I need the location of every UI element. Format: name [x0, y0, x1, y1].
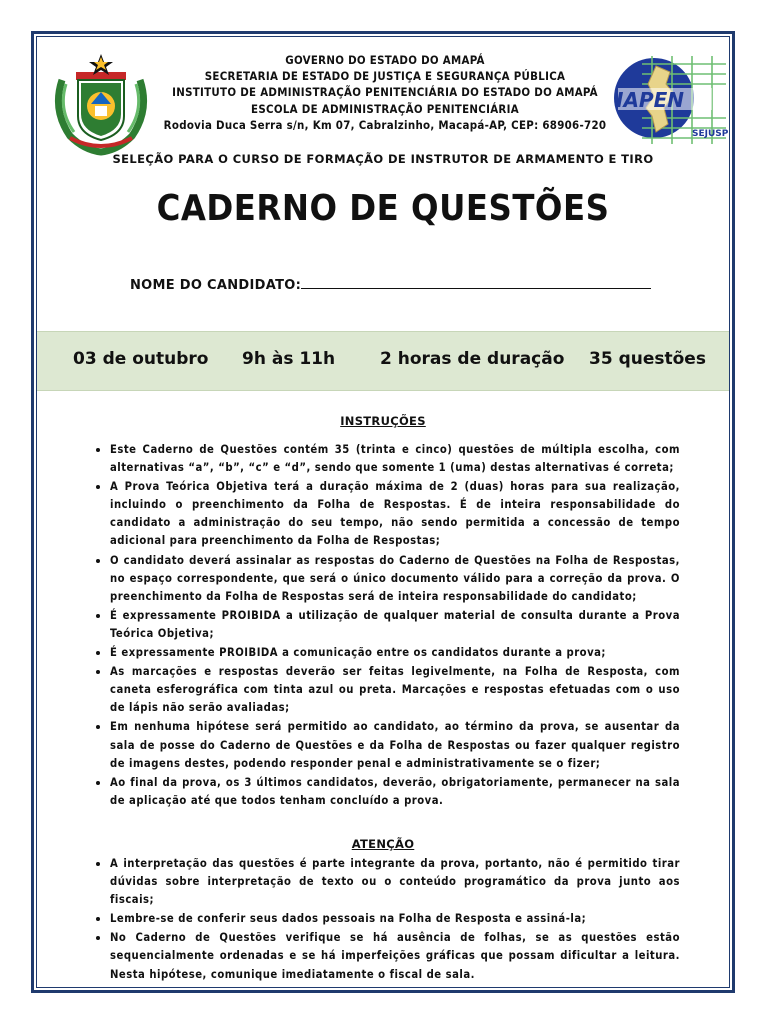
header-address: Rodovia Duca Serra s/n, Km 07, Cabralzinho, Macapá-AP, CEP: 68906-720 — [163, 117, 607, 132]
document-header — [40, 48, 726, 158]
instruction-item: • É expressamente PROIBIDA a utilização de qualquer material de consulta durante a Prova Teórica Objetiva; — [110, 606, 680, 643]
candidate-name-field — [130, 276, 651, 293]
iapen-logo-text: IAPEN — [616, 88, 684, 112]
attention-list — [88, 854, 680, 984]
instruction-item: • Ao final da prova, os 3 últimos candidatos, deverão, obrigatoriamente, permanecer na sala de aplicação até que todos tenham concluído a prova. — [110, 773, 680, 810]
instruction-item: • É expressamente PROIBIDA a comunicação entre os candidatos durante a prova; — [110, 643, 680, 662]
exam-date: 03 de outubro — [73, 349, 209, 369]
header-school: ESCOLA DE ADMINISTRAÇÃO PENITENCIÁRIA — [251, 101, 519, 116]
candidate-name-label: NOME DO CANDIDATO: — [130, 278, 302, 293]
header-government: GOVERNO DO ESTADO DO AMAPÁ — [285, 53, 485, 67]
attention-item: • No Caderno de Questões verifique se há ausência de folhas, se as questões estão sequencialmente ordenadas e se há imperfeições gráficas que possam dificultar a leitura. Nesta hipótese, comunique imediatamente o fiscal de sala. — [110, 928, 680, 983]
amapa-coat-of-arms-icon — [48, 50, 154, 156]
header-text-block — [150, 52, 620, 133]
exam-info-band — [37, 331, 729, 391]
instructions-list — [88, 440, 680, 810]
attention-title: ATENÇÃO — [351, 837, 415, 851]
sejusp-logo-text: SEJUSP — [692, 129, 728, 139]
instruction-item: • A Prova Teórica Objetiva terá a duração máxima de 2 (duas) horas para sua realização, incluindo o preenchimento da Folha de Respostas. É de inteira responsabilidade do candidato a administração do seu tempo, não sendo permitida a concessão de tempo adicional para preenchimento da Folha de Respostas; — [110, 477, 680, 550]
course-selection-title: SELEÇÃO PARA O CURSO DE FORMAÇÃO DE INSTRUTOR DE ARMAMENTO E TIRO — [112, 152, 654, 166]
attention-item: • Lembre-se de conferir seus dados pessoais na Folha de Resposta e assiná-la; — [110, 909, 680, 928]
exam-duration: 2 horas de duração — [380, 349, 565, 369]
instruction-item: • O candidato deverá assinalar as respostas do Caderno de Questões na Folha de Respostas, no espaço correspondente, que será o único documento válido para a correção da prova. O preenchimento da Folha de Respostas será de inteira responsabilidade do candidato; — [110, 551, 680, 606]
exam-question-count: 35 questões — [589, 349, 706, 369]
instructions-title: INSTRUÇÕES — [340, 414, 426, 428]
page-title: CADERNO DE QUESTÕES — [156, 188, 610, 229]
iapen-logo-icon — [612, 50, 728, 146]
header-institute: INSTITUTO DE ADMINISTRAÇÃO PENITENCIÁRIA DO ESTADO DO AMAPÁ — [172, 85, 598, 100]
instruction-item: • As marcações e respostas deverão ser feitas legivelmente, na Folha de Resposta, com caneta esferográfica com tinta azul ou preta. Marcações e respostas efetuadas com o uso de lápis não serão avaliadas; — [110, 662, 680, 717]
exam-time: 9h às 11h — [242, 349, 336, 369]
instruction-item: • Em nenhuma hipótese será permitido ao candidato, ao término da prova, se ausentar da sala de posse do Caderno de Questões e da Folha de Respostas ou fazer qualquer registro de imagens destes, podendo responder penal e administrativamente se o fizer; — [110, 717, 680, 772]
instruction-item: • Este Caderno de Questões contém 35 (trinta e cinco) questões de múltipla escolha, com alternativas “a”, “b”, “c” e “d”, sendo que somente 1 (uma) destas alternativas é correta; — [110, 440, 680, 477]
candidate-name-line — [301, 276, 651, 289]
header-secretariat: SECRETARIA DE ESTADO DE JUSTIÇA E SEGURANÇA PÚBLICA — [204, 69, 566, 84]
attention-item: • A interpretação das questões é parte integrante da prova, portanto, não é permitido tirar dúvidas sobre interpretação de texto ou o conteúdo programático da prova junto aos fiscais; — [110, 854, 680, 909]
